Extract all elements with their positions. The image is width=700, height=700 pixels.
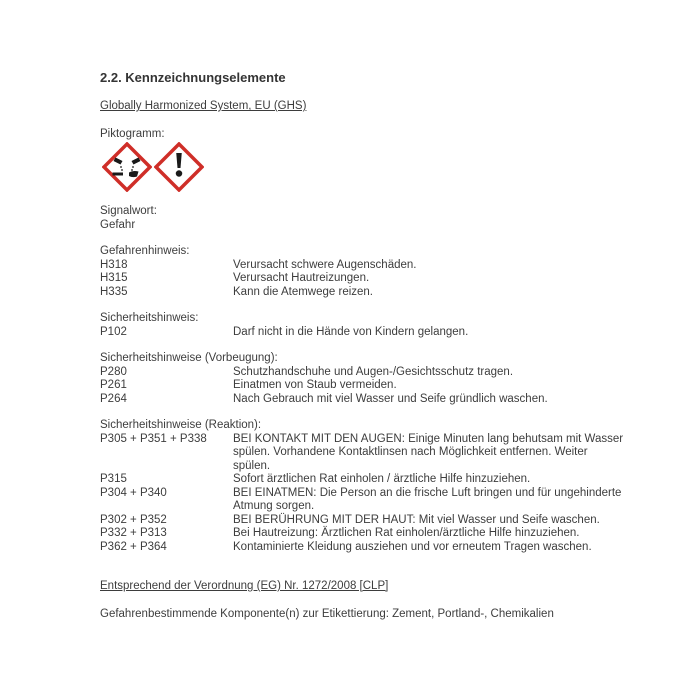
hazard-code: H335	[100, 285, 128, 298]
table-row	[100, 393, 624, 407]
precaution-text: Nach Gebrauch mit viel Wasser und Seife gründlich waschen.	[233, 392, 548, 405]
section-heading: Sicherheitshinweise (Reaktion):	[100, 419, 262, 431]
precaution-text: Darf nicht in die Hände von Kindern gelangen.	[233, 325, 469, 338]
precaution-code: P305 + P351 + P338	[100, 432, 207, 445]
table-row	[100, 487, 624, 514]
precaution-text: BEI BERÜHRUNG MIT DER HAUT: Mit viel Wasser und Seife waschen.	[233, 513, 600, 526]
precaution-code: P280	[100, 365, 127, 378]
hazard-text: Verursacht Hautreizungen.	[233, 272, 370, 284]
pictogram-row	[102, 142, 624, 192]
section-heading: Gefahrenhinweis:	[100, 245, 190, 257]
table-row	[100, 433, 624, 474]
precaution-code: P332 + P313	[100, 527, 167, 539]
ghs-system-subtitle: Globally Harmonized System, EU (GHS)	[100, 100, 307, 112]
precaution-code: P315	[100, 473, 127, 485]
ghs07-exclamation-icon	[154, 142, 204, 192]
precautionary-statement-section	[100, 312, 624, 339]
table-row	[100, 366, 624, 380]
precaution-text: BEI EINATMEN: Die Person an die frische Luft bringen und für ungehinderte Atmung sorgen.	[233, 486, 622, 512]
ghs05-corrosion-icon	[102, 142, 152, 192]
signal-word-label: Signalwort:	[100, 205, 157, 217]
precaution-code: P302 + P352	[100, 513, 167, 526]
section-heading: Sicherheitshinweis:	[100, 312, 199, 324]
table-row	[100, 379, 624, 393]
table-row	[100, 527, 624, 541]
safety-data-sheet-page	[100, 70, 624, 621]
table-row	[100, 514, 624, 528]
signal-word-value: Gefahr	[100, 218, 136, 231]
page-title: 2.2. Kennzeichnungselemente	[100, 70, 286, 85]
table-row	[100, 272, 624, 286]
section-heading: Sicherheitshinweise (Vorbeugung):	[100, 352, 278, 364]
hazard-code: H318	[100, 258, 128, 271]
clp-regulation-reference: Entsprechend der Verordnung (EG) Nr. 1272/2008 [CLP]	[100, 580, 389, 592]
precaution-code: P264	[100, 392, 127, 405]
table-row	[100, 286, 624, 300]
precaution-code: P362 + P364	[100, 540, 167, 553]
pictogram-label: Piktogramm:	[100, 127, 165, 140]
precaution-code: P102	[100, 325, 127, 338]
table-row	[100, 541, 624, 555]
precaution-text: Bei Hautreizung: Ärztlichen Rat einholen/ärztliche Hilfe hinzuziehen.	[233, 527, 580, 539]
response-statements-section	[100, 419, 624, 554]
hazard-text: Verursacht schwere Augenschäden.	[233, 258, 417, 271]
prevention-statements-section	[100, 352, 624, 406]
precaution-text: Schutzhandschuhe und Augen-/Gesichtsschutz tragen.	[233, 365, 514, 378]
labelling-components-note: Gefahrenbestimmende Komponente(n) zur Etikettierung: Zement, Portland-, Chemikalien	[100, 607, 554, 620]
hazard-text: Kann die Atemwege reizen.	[233, 285, 374, 298]
table-row	[100, 259, 624, 273]
precaution-code: P304 + P340	[100, 486, 167, 499]
table-row	[100, 326, 624, 340]
table-row	[100, 473, 624, 487]
hazard-code: H315	[100, 272, 128, 284]
hazard-statements-section	[100, 245, 624, 299]
precaution-text: BEI KONTAKT MIT DEN AUGEN: Einige Minuten lang behutsam mit Wasser spülen. Vorhandene Kontaktlinsen nach Möglichkeit entfernen. Weiter spülen.	[233, 432, 624, 472]
precaution-text: Kontaminierte Kleidung ausziehen und vor erneutem Tragen waschen.	[233, 540, 592, 553]
precaution-text: Einatmen von Staub vermeiden.	[233, 379, 397, 391]
precaution-text: Sofort ärztlichen Rat einholen / ärztliche Hilfe hinzuziehen.	[233, 473, 531, 485]
precaution-code: P261	[100, 379, 127, 391]
signal-word-block	[100, 205, 624, 232]
